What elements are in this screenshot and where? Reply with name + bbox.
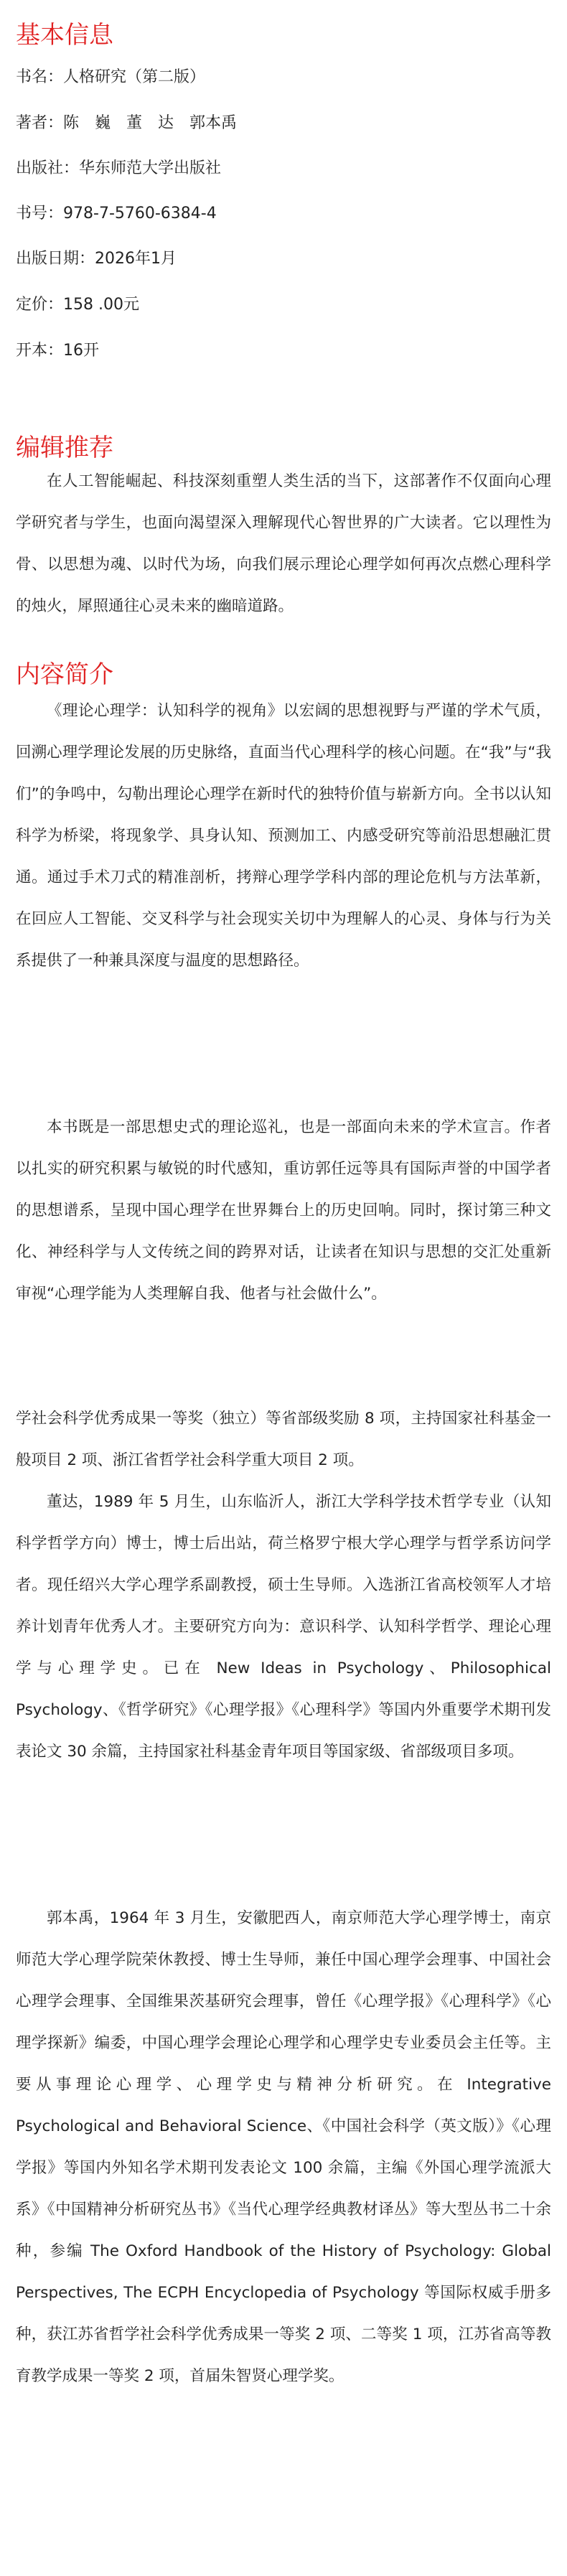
info-value: 人格研究（第二版）: [63, 68, 206, 86]
info-row-pubdate: [16, 247, 177, 271]
editor-recommend-paragraph: 在人工智能崛起、科技深刻重塑人类生活的当下，这部著作不仅面向心理学研究者与学生，也面向渴望深入理解现代心智世界的广大读者。它以理性为骨、以思想为魂、以时代为场，向我们展示理论心理学如何再次点燃心理科学的烛火，犀照通往心灵未来的幽暗道路。: [16, 472, 551, 615]
content-intro-heading: 内容简介: [16, 660, 113, 689]
info-label: 开本：: [16, 342, 64, 360]
editor-recommend-heading: 编辑推荐: [16, 434, 113, 462]
content-intro-paragraph-5: 郭本禹，1964 年 3 月生，安徽肥西人，南京师范大学心理学博士，南京师范大学心理学院荣休教授、博士生导师，兼任中国心理学会理事、中国社会心理学会理事、全国维果茨基研究会理事，曾任《心理学报》《心理科学》《心理学探新》编委，中国心理学会理论心理学和心理学史专业委员会主任等。主要从事理论心理学、心理学史与精神分析研究。在 Integrative Psychological and Behavioral Science、《中国社会科学（英文版）》《心理学报》等国内外知名学术期刊发表论文 100 余篇，主编《外国心理学流派大系》《中国精神分析研究丛书》《当代心理学经典教材译丛》等大型丛书二十余种，参编 The Oxford Handbook of the History of Psychology: Global Perspectives, The ECPH Encyclopedia of Psychology 等国际权威手册多种，获江苏省哲学社会科学优秀成果一等奖 2 项、二等奖 1 项，江苏省高等教育教学成果一等奖 2 项，首届朱智贤心理学奖。: [16, 1909, 551, 2385]
info-row-publisher: [16, 156, 221, 181]
info-label: 定价：: [16, 296, 64, 314]
info-label: 出版日期：: [16, 250, 95, 268]
content-intro-paragraph-1: 《理论心理学：认知科学的视角》以宏阔的思想视野与严谨的学术气质，回溯心理学理论发展的历史脉络，直面当代心理科学的核心问题。在“我”与“我们”的争鸣中，勾勒出理论心理学在新时代的独特价值与崭新方向。全书以认知科学为桥梁，将现象学、具身认知、预测加工、内感受研究等前沿思想融汇贯通。通过手术刀式的精准剖析，拷辩心理学学科内部的理论危机与方法革新，在回应人工智能、交叉科学与社会现实关切中为理解人的心灵、身体与行为关系提供了一种兼具深度与温度的思想路径。: [16, 702, 551, 970]
info-row-authors: [16, 111, 237, 136]
info-label: 出版社：: [16, 159, 80, 177]
content-intro-paragraph-4: 董达，1989 年 5 月生，山东临沂人，浙江大学科学技术哲学专业（认知科学哲学方向）博士，博士后出站，荷兰格罗宁根大学心理学与哲学系访问学者。现任绍兴大学心理学系副教授，硕士生导师。入选浙江省高校领军人才培养计划青年优秀人才。主要研究方向为：意识科学、认知科学哲学、理论心理学与心理学史。已在 New Ideas in Psychology、Philosophical Psychology、《哲学研究》《心理学报》《心理科学》等国内外重要学术期刊发表论文 30 余篇，主持国家社科基金青年项目等国家级、省部级项目多项。: [16, 1493, 551, 1761]
content-intro-paragraph-3: 学社会科学优秀成果一等奖（独立）等省部级奖励 8 项，主持国家社科基金一般项目 2 项、浙江省哲学社会科学重大项目 2 项。: [16, 1410, 551, 1469]
info-row-format: [16, 339, 99, 363]
info-value: 158 .00元: [63, 296, 139, 314]
info-value: 华东师范大学出版社: [79, 159, 222, 177]
info-value: 978-7-5760-6384-4: [63, 205, 217, 223]
info-row-title: [16, 65, 205, 90]
info-label: 书名：: [16, 68, 64, 86]
basic-info-heading: 基本信息: [16, 21, 113, 50]
info-row-price: [16, 293, 139, 317]
info-label: 书号：: [16, 205, 64, 223]
info-label: 著者：: [16, 114, 64, 132]
info-value: 2026年1月: [95, 250, 177, 268]
info-value: 16开: [63, 342, 100, 360]
info-value: 陈 巍 董 达 郭本禹: [63, 114, 238, 132]
info-row-isbn: [16, 202, 217, 226]
content-intro-paragraph-2: 本书既是一部思想史式的理论巡礼，也是一部面向未来的学术宣言。作者以扎实的研究积累与敏锐的时代感知，重访郭任远等具有国际声誉的中国学者的思想谱系，呈现中国心理学在世界舞台上的历史回响。同时，探讨第三种文化、神经科学与人文传统之间的跨界对话，让读者在知识与思想的交汇处重新审视“心理学能为人类理解自我、他者与社会做什么”。: [16, 1118, 551, 1303]
